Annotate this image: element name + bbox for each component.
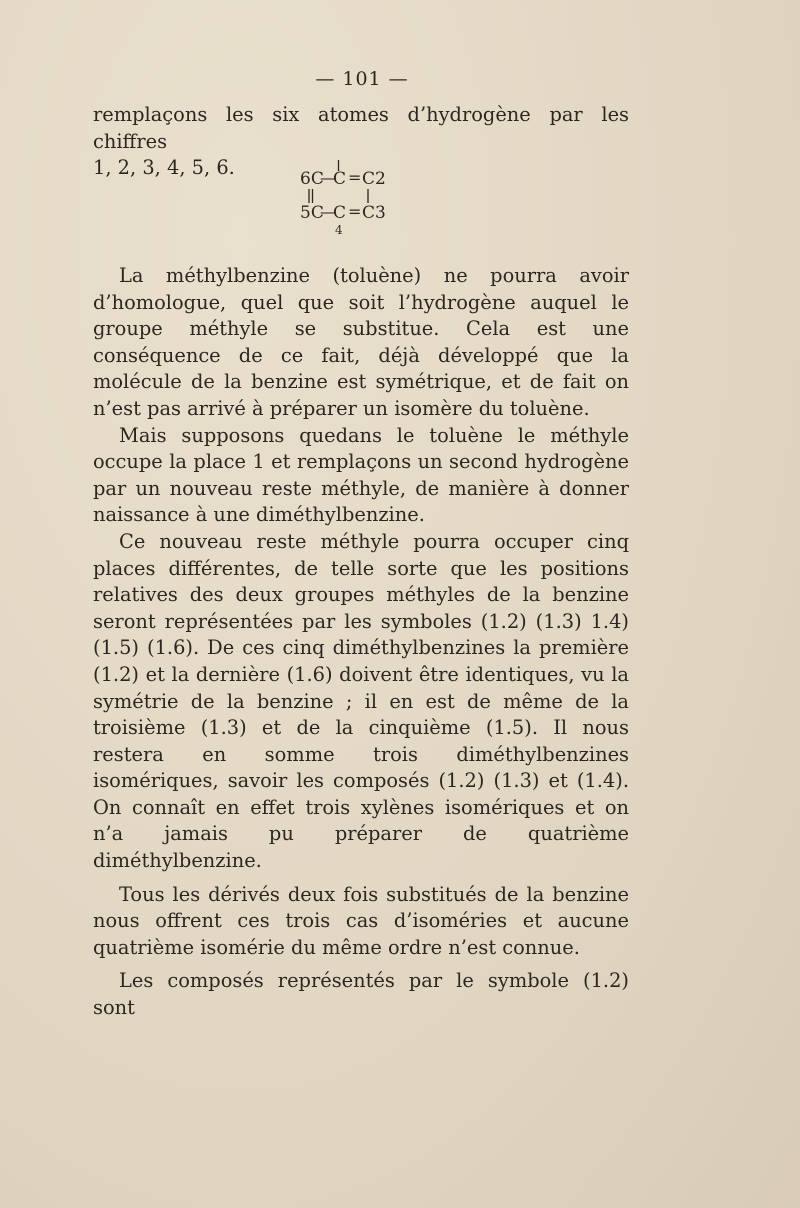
atom-c4: C [333, 203, 347, 223]
atom-c2: C2 [362, 169, 386, 189]
benzene-formula-diagram [300, 158, 450, 238]
bond-c6-c1: — [320, 168, 336, 187]
paragraph-2: Mais supposons quedans le toluène le méthyle occupe la place 1 et remplaçons un second hydrogène par un nouveau reste méthyle, de manière à donner naissance à une diméthylbenzine. [93, 423, 629, 527]
atom-c3: C3 [362, 203, 386, 223]
atom-c5: 5C [300, 203, 324, 223]
intro-line-2: 1, 2, 3, 4, 5, 6. [93, 156, 235, 180]
page-number: — 101 — [315, 68, 409, 90]
paragraph-5: Les composés représentés par le symbole (1.2) sont [93, 969, 629, 1020]
atom-c6: 6C [300, 169, 324, 189]
atom-c1: C [333, 169, 347, 189]
position-label-4: 4 [335, 223, 343, 237]
intro-line-1: remplaçons les six atomes d’hydrogène par les chiffres [93, 103, 629, 153]
bond-c4-c3: = [348, 202, 362, 221]
body-text [93, 263, 629, 1022]
paragraph-3: Ce nouveau reste méthyle pourra occuper cinq places différentes, de telle sorte que les positions relatives des deux groupes méthyles de la benzine seront représentées par les symboles (1.2) (1.3) 1.4) (1.5) (1.6). De ces cinq diméthylbenzines la première (1.2) et la dernière (1.6) doivent être identiques, vu la symétrie de la benzine ; il en est de même de la troisième (1.3) et de la cinquième (1.5). Il nous restera en somme trois diméthylbenzines isomériques, savoir les composés (1.2) (1.3) et (1.4). On connaît en effet trois xylènes isomériques et on n’a jamais pu préparer de quatrième diméthylbenzine. [93, 529, 629, 873]
paragraph-1: La méthylbenzine (toluène) ne pourra avoir d’homologue, quel que soit l’hydrogène auquel le groupe méthyle se substitue. Cela est une conséquence de ce fait, déjà développé que la molécule de la benzine est symétrique, et de fait on n’est pas arrivé à préparer un isomère du toluène. [93, 264, 629, 420]
bond-c1-c2: = [348, 168, 362, 187]
bond-c5-c4: — [320, 202, 336, 221]
paragraph-4: Tous les dérivés deux fois substitués de la benzine nous offrent ces trois cas d’isoméries et aucune quatrième isomérie du même ordre n’est connue. [93, 882, 629, 959]
benzene-formula [300, 158, 450, 238]
